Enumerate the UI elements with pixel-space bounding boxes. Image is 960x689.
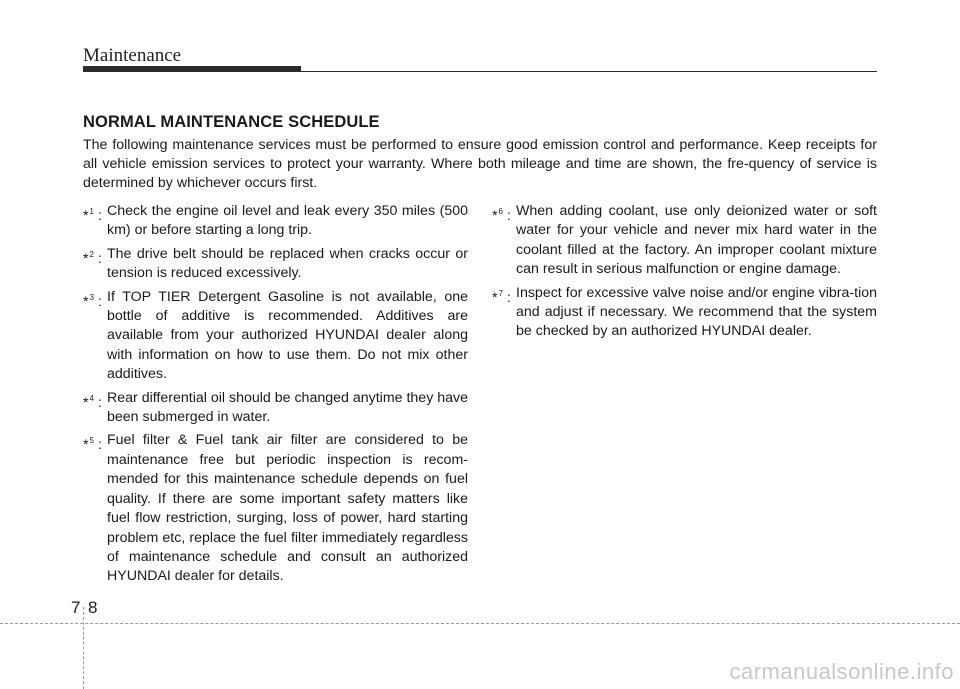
section-title: Maintenance (83, 45, 182, 66)
footnote-3 (83, 288, 468, 385)
footnote-text: Fuel filter & Fuel tank air filter are considered to be maintenance free but periodic inspection is recom-mended for this maintenance schedule depends on fuel quality. If there are some important safety matters like fuel flow restriction, surging, loss of power, hard starting problem etc, replace the fuel filter immediately regardless of maintenance schedule and consult an authorized HYUNDAI dealer for details. (107, 432, 468, 585)
footnote-6 (492, 202, 877, 280)
footnote-4 (83, 389, 468, 428)
watermark: carmanualsonline.info (729, 659, 954, 684)
intro-paragraph: The following maintenance services must be performed to ensure good emission control and performance. Keep receipts for all vehicle emission services to protect your warranty. Where both mileage and time are shown, the fre-quency of service is determined by whichever occurs first. (83, 137, 877, 191)
footnote-text: The drive belt should be replaced when cracks occur or tension is reduced excessively. (107, 245, 468, 282)
footnote-5 (83, 431, 468, 586)
footer-dashed-divider (83, 607, 84, 689)
footnote-marker: *$^4$ : (83, 393, 102, 411)
footer-dashed-line (0, 623, 960, 624)
header-rule-thick (83, 66, 301, 72)
footnote-text: If TOP TIER Detergent Gasoline is not available, one bottle of additive is recommended. Additives are available from your authorized HYUNDAI dealer along with information on how to use them. Do not mix other additives. (107, 288, 468, 383)
page-number: 8 (88, 598, 98, 617)
footnote-1 (83, 202, 468, 241)
footnote-text: Check the engine oil level and leak every 350 miles (500 km) or before starting a long trip. (107, 203, 468, 239)
footnote-text: Inspect for excessive valve noise and/or engine vibra-tion and adjust if necessary. We recommend that the system be checked by an authorized HYUNDAI dealer. (516, 284, 877, 340)
footnote-marker: *$^5$ : (83, 436, 102, 454)
footnote-marker: *$^6$ : (492, 207, 511, 224)
footnote-marker: *$^1$ : (83, 207, 102, 224)
footnote-7 (492, 284, 877, 342)
schedule-heading: NORMAL MAINTENANCE SCHEDULE (83, 113, 380, 131)
footnote-marker: *$^3$ : (83, 292, 102, 310)
chapter-number: 7 (71, 598, 81, 617)
footnote-marker: *$^7$ : (492, 288, 511, 306)
footnote-2 (83, 245, 468, 284)
footnote-text: When adding coolant, use only deionized water or soft water for your vehicle and never mix hard water in the coolant filled at the factory. An improper coolant mixture can result in serious malfunction or engine damage. (516, 203, 877, 278)
footnote-marker: *$^2$ : (83, 249, 102, 267)
notes-left-column (83, 202, 468, 591)
footnote-text: Rear differential oil should be changed anytime they have been submerged in water. (107, 389, 468, 426)
notes-right-column (492, 202, 877, 346)
header-rule-thin (301, 71, 877, 72)
